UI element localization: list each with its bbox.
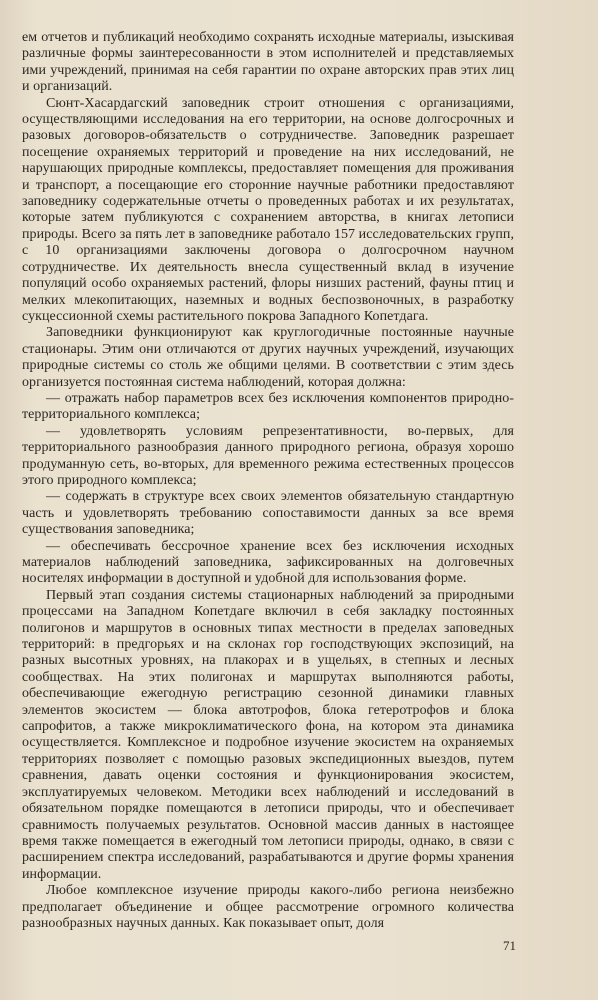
paragraph-2: Сюнт-Хасардагский заповедник строит отношения с организациями, осуществляющими исследования на его территории, на основе долгосрочных и разовых договоров-обязательств о сотрудничестве. Заповедник разрешает посещение охраняемых территорий и проведение на них исследований, не нарушающих природные комплексы, предоставляет помещения для проживания и транспорт, а посещающие его сторонние научные работники предоставляют заповеднику содержательные отчеты о проведенных работах и их результатах, которые затем публикуются с сохранением авторства, в книгах летописи природы. Всего за пять лет в заповеднике работало 157 исследовательских групп, с 10 организациями заключены договора о долгосрочном научном сотрудничестве. Их деятельность внесла существенный вклад в изучение популяций особо охраняемых растений, флоры низших растений, фауны птиц и мелких млекопитающих, наземных и водных беспозвоночных, в разработку сукцессионной схемы растительного покрова Западного Копетдага.: [22, 95, 514, 324]
list-item-4: — обеспечивать бессрочное хранение всех без исключения исходных материалов наблюдений заповедника, зафиксированных на долговечных носителях информации в доступной и удобной для использования форме.: [22, 538, 514, 587]
page-text-block: [22, 30, 514, 932]
page-number: 71: [503, 938, 516, 953]
paragraph-5: Любое комплексное изучение природы какого-либо региона неизбежно предполагает объединение и общее рассмотрение огромного количества разнообразных научных данных. Как показывает опыт, доля: [22, 883, 514, 931]
paragraph-1: ем отчетов и публикаций необходимо сохранять исходные материалы, изыскивая различные формы заинтересованности в этом исполнителей и представляемых ими учреждений, принимая на себя гарантии по охране авторских прав этих лиц и организаций.: [22, 30, 514, 95]
paragraph-3: Заповедники функционируют как круглогодичные постоянные научные стационары. Этим они отличаются от других научных учреждений, изучающих природные системы со столь же общими целями. В соответствии с этим здесь организуется постоянная система наблюдений, которая должна:: [22, 325, 514, 390]
paragraph-4: Первый этап создания системы стационарных наблюдений за природными процессами на Западном Копетдаге включил в себя закладку постоянных полигонов и маршрутов в основных типах местности в пределах заповедных территорий: в предгорьях и на склонах гор господствующих экспозиций, на разных высотных уровнях, на плакорах и в ущельях, в степных и лесных сообществах. На этих полигонах и маршрутах выполняются работы, обеспечивающие ежегодную регистрацию сезонной динамики главных элементов экосистем — блока автотрофов, блока гетеротрофов и блока сапрофитов, а также микроклиматического фона, на котором эта динамика осуществляется. Комплексное и подробное изучение экосистем на охраняемых территориях позволяет с помощью разовых экспедиционных выездов, путем сравнения, давать оценки состояния и функционирования экосистем, эксплуатируемых человеком. Методики всех наблюдений и исследований в обязательном порядке помещаются в летописи природы, что и обеспечивает сравнимость получаемых результатов. Основной массив данных в настоящее время также помещается в ежегодный том летописи природы, однако, в связи с расширением спектра исследований, разрабатываются и другие формы хранения информации.: [22, 587, 514, 882]
list-item-2: — удовлетворять условиям репрезентативности, во-первых, для территориального разнообразия данного природного региона, образуя хорошо продуманную сеть, во-вторых, для временного режима естественных процессов этого природного комплекса;: [22, 423, 514, 488]
list-item-3: — содержать в структуре всех своих элементов обязательную стандартную часть и удовлетворять требованию сопоставимости данных за все время существования заповедника;: [22, 489, 514, 538]
list-item-1: — отражать набор параметров всех без исключения компонентов природно-территориального комплекса;: [22, 390, 514, 423]
